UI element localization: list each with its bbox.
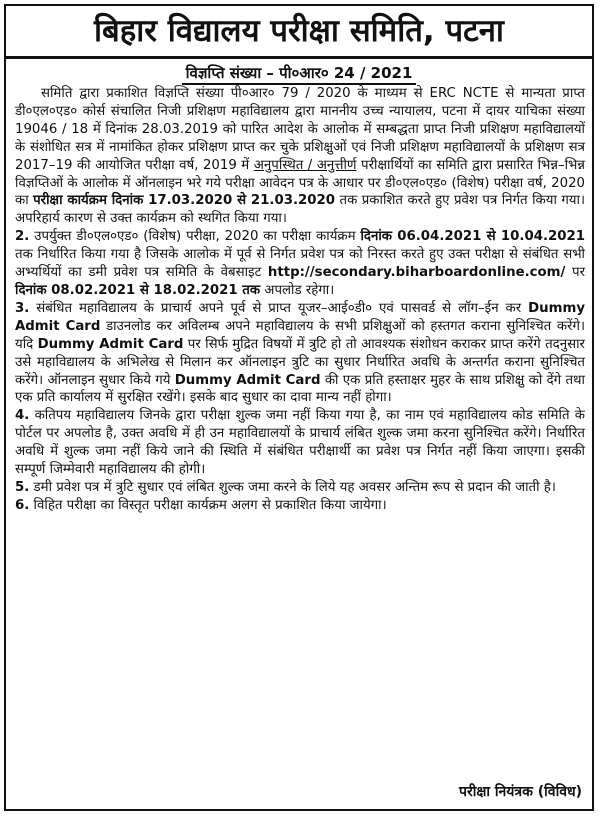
paragraph-6-number: 6. <box>15 497 30 513</box>
notice-body <box>6 85 592 515</box>
paragraph-5 <box>15 479 585 497</box>
p3-dummy-admit-card-3: Dummy Admit Card <box>174 372 321 388</box>
p3-text-1: संबंधित महाविद्यालय के प्राचार्य अपने पूर्व से प्राप्त यूजर–आई०डी० एवं पासवर्ड से लॉग–ईन कर <box>29 300 529 316</box>
notice-number-row <box>6 63 592 85</box>
paragraph-5-number: 5. <box>15 479 30 495</box>
p2-text-1: उपर्युक्त डी०एल०एड० (विशेष) परीक्षा, 2020 का परीक्षा कार्यक्रम <box>29 229 361 245</box>
intro-text-5: तक प्रकाशित करते हुए प्रवेश पत्र निर्गत किया गया। अपरिहार्य कारण से उक्त कार्यक्रम को स्थगित किया गया। <box>15 193 586 227</box>
p3-dummy-admit-card-2: Dummy Admit Card <box>37 336 184 352</box>
p4-text: कतिपय महाविद्यालय जिनके द्वारा परीक्षा शुल्क जमा नहीं किया गया है, का नाम एवं महाविद्यालय कोड समिति के पोर्टल पर अपलोड है, उक्त अवधि में ही उन महाविद्यालयों के प्राचार्य लंबित शुल्क जमा करना सुनिश्चित करेंगे। निर्धारित अवधि में शुल्क जमा नहीं किये जाने की स्थिति में संबंधित परीक्षार्थी का प्रवेश पत्र निर्गत नहीं किया जाएगा। इसकी सम्पूर्ण जिम्मेवारी महाविद्यालय की होगी। <box>15 408 585 478</box>
p3-text-5: पर सिर्फ मुद्रित विषयों में त्रुटि हो तो आवश्यक संशोधन कराकर प्राप्त करेंगे तदनुसार उसे महाविद्यालय के अभिलेख से मिलान कर ऑनलाइन त्रुटि का सुधार निर्धारित अवधि के अन्तर्गत कराना सुनिश्चित करेंगे। ऑनलाइन सुधार किये गये <box>15 336 585 388</box>
p2-upload-dates: दिनांक 08.02.2021 से 18.02.2021 तक <box>15 282 261 298</box>
paragraph-2 <box>15 228 585 300</box>
p2-text-7: अपलोड रहेगा। <box>260 282 335 298</box>
p3-dummy-admit-card-1: Dummy Admit Card <box>15 300 585 334</box>
intro-text-1: समिति द्वारा प्रकाशित विज्ञप्ति संख्या पी०आर० 79 / 2020 के माध्यम से ERC NCTE से मान्यता प्राप्त डी०एल०एड० कोर्स संचालित निजी प्रशिक्षण महाविद्यालय द्वारा माननीय उच्च न्यायालय, पटना में दायर याचिका संख्या 19046 / 18 में दिनांक 28.03.2019 को पारित आदेश के आलोक में सम्बद्धता प्राप्त निजी प्रशिक्षण महाविद्यालयों के संशोधित सत्र में नामांकित होकर प्रशिक्षण प्राप्त कर चुके प्रशिक्षुओं एवं निजी प्रशिक्षण महाविद्यालयों के प्रशिक्षण सत्र 2017–19 की आयोजित परीक्षा वर्ष, 2019 में <box>15 86 585 173</box>
notice-number: विज्ञप्ति संख्या – पी०आर० 24 / 2021 <box>182 63 417 85</box>
intro-text-3: परीक्षार्थियों का समिति द्वारा प्रसारित भिन्न–भिन्न विज्ञप्तिओं के आलोक में ऑनलाइन भरे गये परीक्षा आवेदन पत्र के आधार पर डी०एल०एड० (विशेष) परीक्षा वर्ष, 2020 का <box>15 157 585 209</box>
paragraph-3-number: 3. <box>15 300 30 316</box>
p3-text-7: की एक प्रति हस्ताक्षर मुहर के साथ प्रशिक्षु को देंगे तथा एक प्रति कार्यालय में सुरक्षित रखेंगे। इसके बाद सुधार का दावा मान्य नहीं होगा। <box>15 372 586 406</box>
p2-exam-dates: दिनांक 06.04.2021 से 10.04.2021 <box>360 229 586 245</box>
board-title: बिहार विद्यालय परीक्षा समिति, पटना <box>94 12 504 49</box>
intro-absent-failed: अनुपस्थित / अनुत्तीर्ण <box>253 157 357 173</box>
intro-exam-dates: परीक्षा कार्यक्रम दिनांक 17.03.2020 से 21.03.2020 <box>33 193 336 209</box>
paragraph-4-number: 4. <box>15 408 30 424</box>
paragraph-3 <box>15 300 585 407</box>
paragraph-6 <box>15 497 585 515</box>
paragraph-4 <box>15 407 585 479</box>
p3-text-3: डाउनलोड कर अविलम्ब अपने महाविद्यालय के सभी प्रशिक्षुओं को हस्तगत कराना सुनिश्चित करेंगे। यदि <box>15 318 585 352</box>
p2-text-5: पर <box>565 265 586 281</box>
newspaper-notice <box>4 4 594 811</box>
p6-text: विहित परीक्षा का विस्तृत परीक्षा कार्यक्रम अलग से प्रकाशित किया जायेगा। <box>29 497 387 513</box>
controller-signature: परीक्षा नियंत्रक (विविध) <box>459 784 582 800</box>
p2-website-url: http://secondary.biharboardonline.com/ <box>267 265 566 281</box>
masthead <box>6 6 592 59</box>
p2-text-3: तक निर्धारित किया गया है जिसके आलोक में पूर्व से निर्गत प्रवेश पत्र को निरस्त करते हुए उक्त परीक्षा से संबंधित सभी अभ्यर्थियों का डमी प्रवेश पत्र समिति के वेबसाइट <box>15 247 585 281</box>
paragraph-intro <box>15 85 585 228</box>
p5-text: डमी प्रवेश पत्र में त्रुटि सुधार एवं लंबित शुल्क जमा करने के लिये यह अवसर अन्तिम रूप से प्रदान की जाती है। <box>29 479 556 495</box>
paragraph-2-number: 2. <box>15 229 30 245</box>
